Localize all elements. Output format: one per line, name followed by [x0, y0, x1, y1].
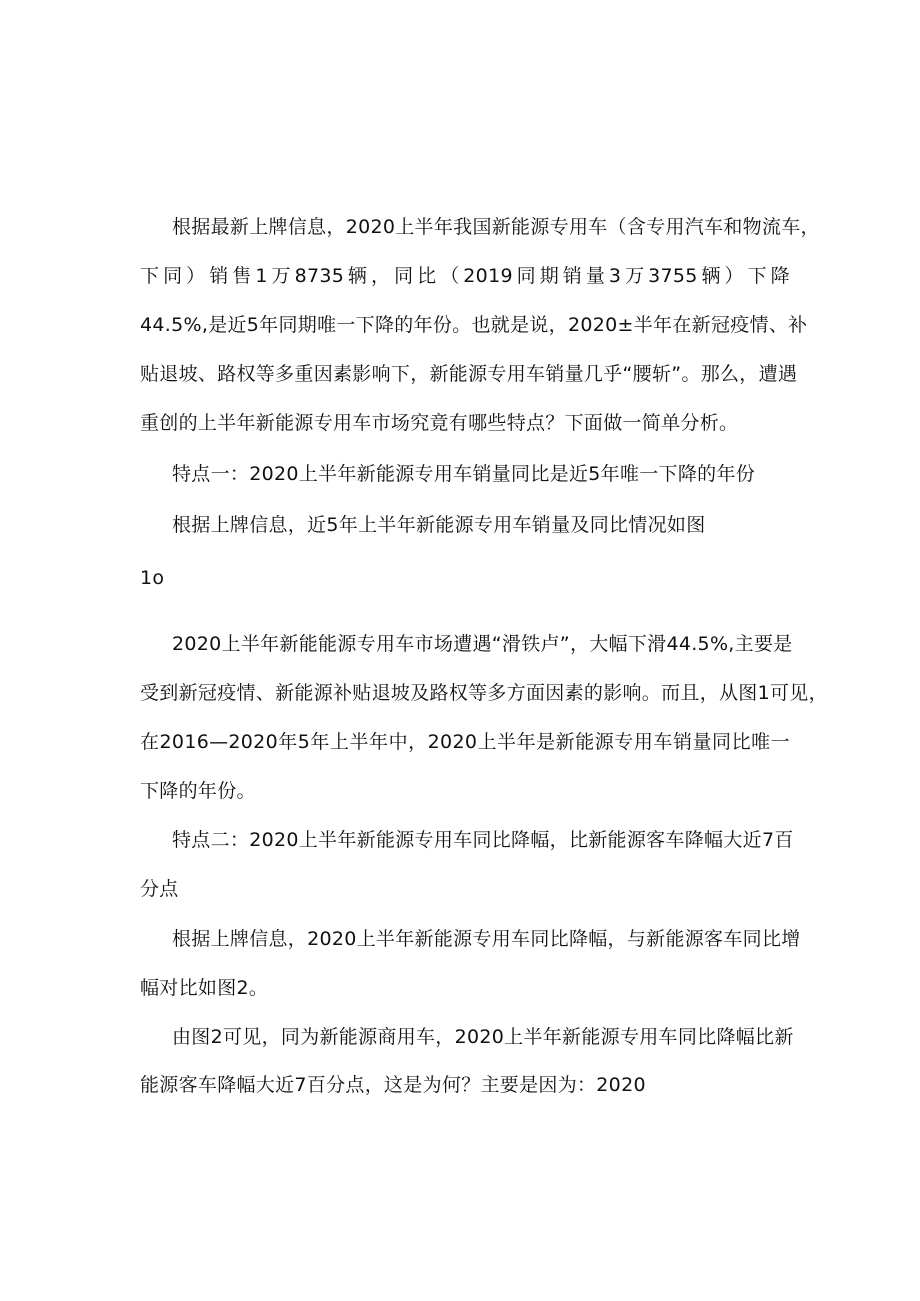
feature-2-heading-line-2: 分点: [140, 878, 179, 900]
paragraph-3-line-3: 在2016—2020年5年上半年中，2020上半年是新能源专用车销量同比唯一: [140, 731, 790, 753]
paragraph-3-line-2: 受到新冠疫情、新能源补贴退坡及路权等多方面因素的影响。而且，从图1可见，: [140, 682, 828, 704]
paragraph-2-line-2: 1o: [140, 567, 165, 589]
paragraph-3-line-4: 下降的年份。: [140, 780, 256, 802]
paragraph-1-line-4: 贴退坡、路权等多重因素影响下，新能源专用车销量几乎“腰斩”。那么，遭遇: [140, 363, 798, 385]
feature-1-heading: 特点一：2020上半年新能源专用车销量同比是近5年唯一下降的年份: [172, 463, 756, 485]
paragraph-1-line-2: 下同）销售1万8735辆，同比（2019同期销量3万3755辆）下降: [140, 265, 790, 287]
paragraph-1-line-5: 重创的上半年新能源专用车市场究竟有哪些特点？下面做一简单分析。: [140, 412, 739, 434]
paragraph-2-line-1: 根据上牌信息，近5年上半年新能源专用车销量及同比情况如图: [172, 514, 706, 536]
feature-2-heading-line-1: 特点二：2020上半年新能源专用车同比降幅，比新能源客车降幅大近7百: [172, 829, 794, 851]
paragraph-4-line-1: 根据上牌信息，2020上半年新能源专用车同比降幅，与新能源客车同比增: [172, 928, 801, 950]
paragraph-1-line-1: 根据最新上牌信息，2020上半年我国新能源专用车（含专用汽车和物流车，: [172, 216, 820, 238]
paragraph-5-line-2: 能源客车降幅大近7百分点，这是为何？主要是因为：2020: [140, 1074, 646, 1096]
paragraph-1-line-3: 44.5%,是近5年同期唯一下降的年份。也就是说，2020±半年在新冠疫情、补: [140, 314, 808, 336]
paragraph-5-line-1: 由图2可见，同为新能源商用车，2020上半年新能源专用车同比降幅比新: [172, 1026, 794, 1048]
paragraph-3-line-1: 2020上半年新能能源专用车市场遭遇“滑铁卢”，大幅下滑44.5%,主要是: [172, 633, 793, 655]
paragraph-4-line-2: 幅对比如图2。: [140, 977, 269, 999]
